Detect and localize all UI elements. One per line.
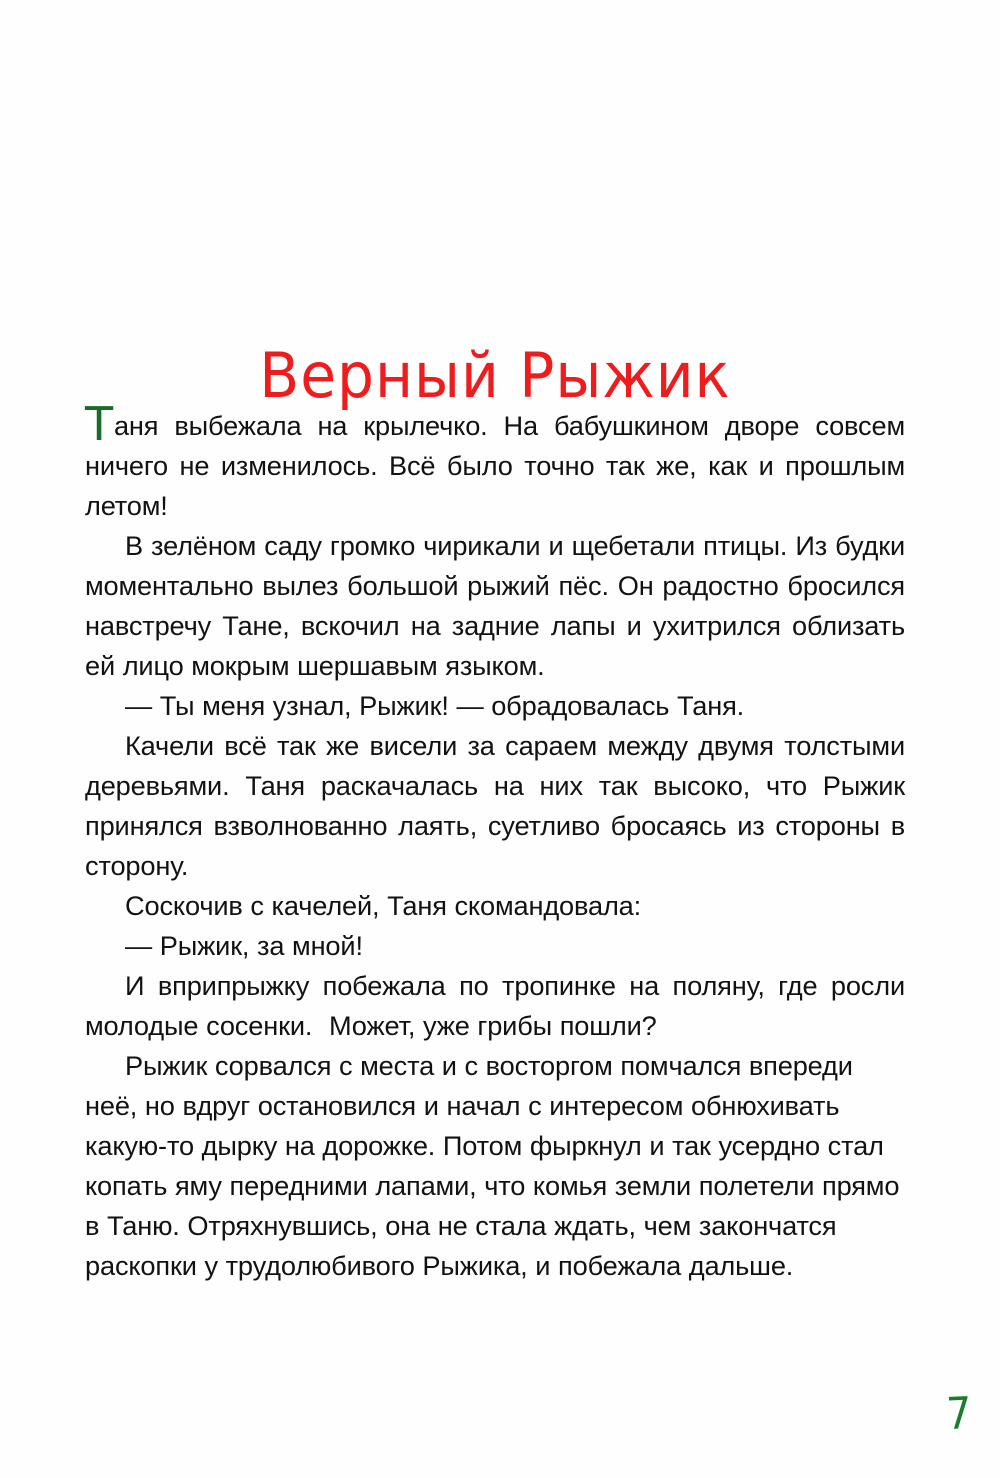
paragraph-6-text: Рыжик сорвался с места и с восторгом помчался впереди неё, но вдруг остановился и начал с интересом обнюхивать какую-то дырку на дорожке. Потом фыркнул и так усердно стал копать яму передними лапами, что комья земли полетели прямо в Таню. Отряхнувшись, она не стала ждать, чем закончатся раскопки у трудолюбивого Рыжика, и побежала дальше. bbox=[85, 1050, 900, 1281]
dialogue-line-2 bbox=[85, 926, 905, 966]
paragraph-3-text: Качели всё так же висели за сараем между двумя толстыми деревьями. Таня раскачалась на них так высоко, что Рыжик принялся взволнованно лаять, суетливо бросаясь из стороны в сторону. bbox=[85, 730, 905, 881]
dialogue-line-2-text: — Рыжик, за мной! bbox=[125, 930, 363, 961]
paragraph-5 bbox=[85, 966, 905, 1046]
dialogue-line-1 bbox=[85, 686, 905, 726]
paragraph-2 bbox=[85, 526, 905, 686]
paragraph-2-text: В зелёном саду громко чирикали и щебетали птицы. Из будки моментально вылез большой рыжий пёс. Он радостно бросился навстречу Тане, вскочил на задние лапы и ухитрился облизать ей лицо мокрым шершавым языком. bbox=[85, 530, 905, 681]
paragraph-5-text-b: Может, уже грибы пошли? bbox=[329, 1010, 657, 1041]
drop-cap-letter: Т bbox=[85, 397, 113, 451]
dialogue-line-1-text: — Ты меня узнал, Рыжик! — обрадовалась Таня. bbox=[125, 690, 745, 721]
story-title: Верный Рыжик bbox=[259, 338, 731, 412]
paragraph-4-text: Соскочив с качелей, Таня скомандовала: bbox=[125, 890, 642, 921]
page-content-area bbox=[85, 0, 905, 1478]
paragraph-3 bbox=[85, 726, 905, 886]
paragraph-6 bbox=[85, 1046, 905, 1286]
page-number: 7 bbox=[945, 1388, 973, 1440]
paragraph-5-text-a: И вприпрыжку побежала по тропинке на поляну, где росли молодые сосенки. bbox=[85, 970, 905, 1041]
paragraph-4 bbox=[85, 886, 905, 926]
paragraph-1 bbox=[85, 397, 905, 526]
story-body bbox=[85, 397, 905, 1286]
paragraph-1-text: аня выбежала на крылечко. На бабушкином дворе совсем ничего не изменилось. Всё было точно так же, как и прошлым летом! bbox=[85, 410, 905, 521]
